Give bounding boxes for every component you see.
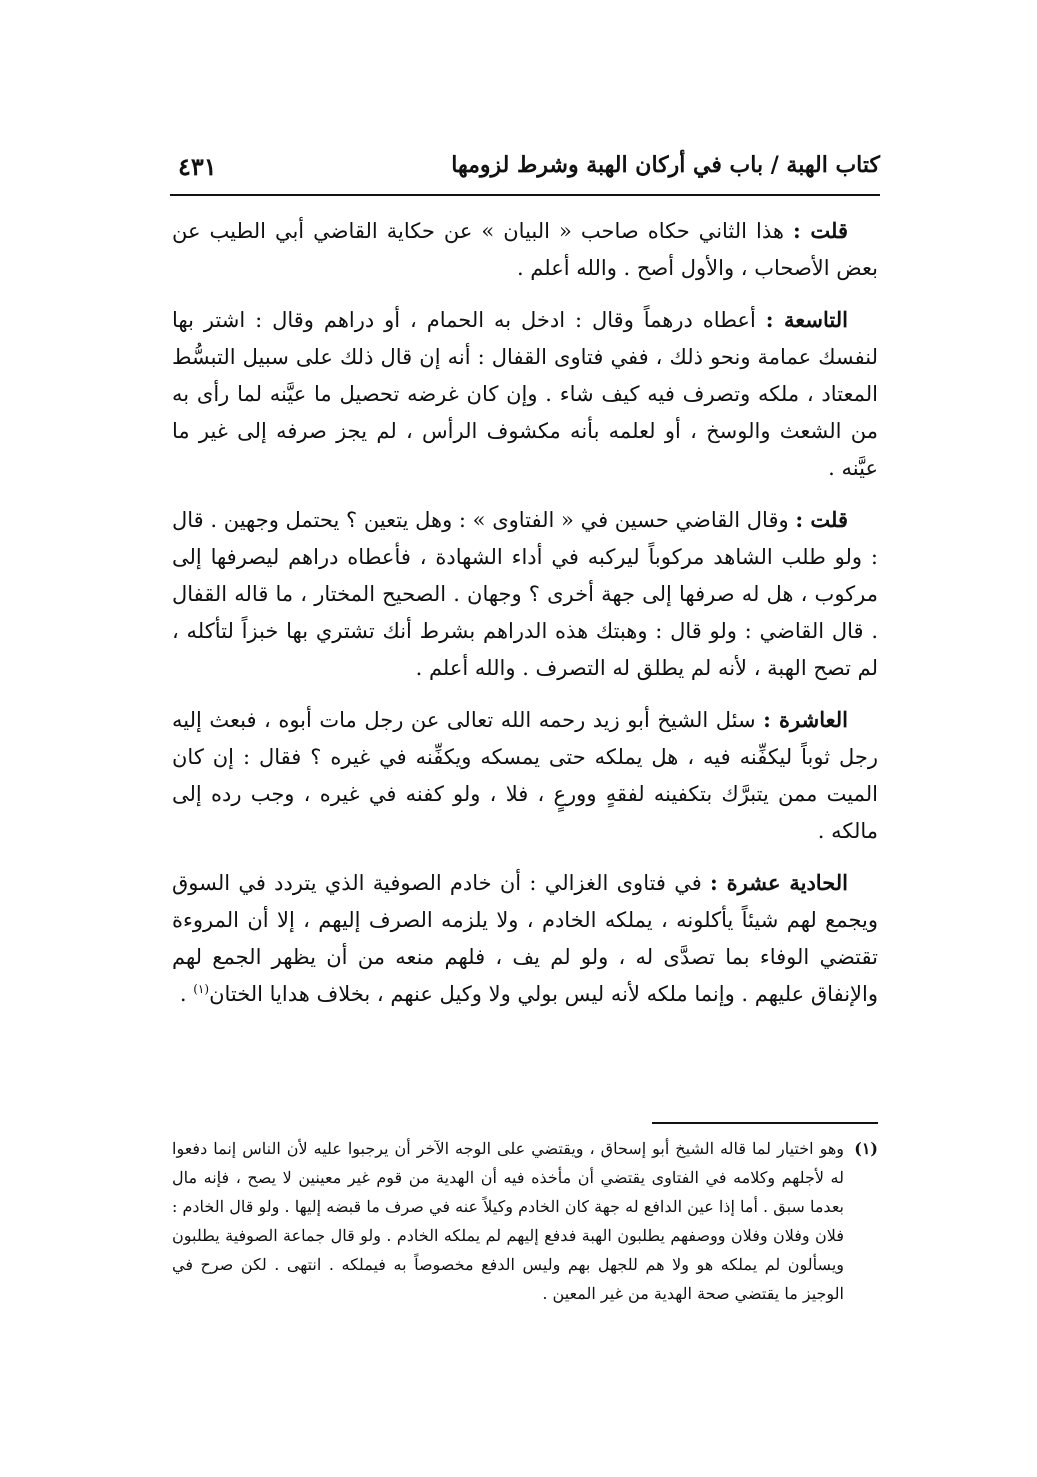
- paragraph: [172, 864, 878, 1013]
- paragraph-lead: قلت :: [795, 507, 848, 532]
- paragraph-tail: .: [179, 982, 194, 1006]
- footnote: [172, 1134, 878, 1308]
- page-number: ٤٣١: [178, 152, 217, 181]
- footnotes: [172, 1134, 878, 1308]
- paragraph: [172, 701, 878, 850]
- paragraph-lead: قلت :: [792, 218, 848, 243]
- paragraph-text: في فتاوى الغزالي : أن خادم الصوفية الذي يتردد في السوق ويجمع لهم شيئاً يأكلونه ، يملكه الخادم ، ولا يلزمه الصرف إليهم ، إلا أن المروءة تقتضي الوفاء بما تصدَّى له ، ولو لم يف ، فلهم منعه من أن يظهر الجمع لهم والإنفاق عليهم . وإنما ملكه لأنه ليس بولي ولا وكيل عنهم ، بخلاف هدايا الختان: [172, 871, 878, 1006]
- paragraph-lead: العاشرة :: [763, 707, 848, 732]
- chapter-title: كتاب الهبة / باب في أركان الهبة وشرط لزومها: [451, 152, 880, 178]
- header-divider: [170, 194, 880, 196]
- paragraph-lead: التاسعة :: [765, 307, 848, 332]
- paragraph-text: أعطاه درهماً وقال : ادخل به الحمام ، أو دراهم وقال : اشتر بها لنفسك عمامة ونحو ذلك ، ففي فتاوى القفال : أنه إن قال ذلك على سبيل التبسُّط المعتاد ، ملكه وتصرف فيه كيف شاء . وإن كان غرضه تحصيل ما عيَّنه لما رأى به من الشعث والوسخ ، أو لعلمه بأنه مكشوف الرأس ، لم يجز صرفه إلى غير ما عيَّنه .: [172, 308, 878, 480]
- footnote-text: وهو اختيار لما قاله الشيخ أبو إسحاق ، ويقتضي على الوجه الآخر أن يرجبوا عليه لأن الناس إنما دفعوا له لأجلهم وكلامه في الفتاوى يقتضي أن مأخذه فيه أن الهدية من قوم غير معينين لا يصح ، فإنه مال بعدما سبق . أما إذا عين الدافع له جهة كان الخادم وكيلاً عنه في صرف ما قبضه إليها . ولو قال الخادم : فلان وفلان وفلان ووصفهم يطلبون الهبة فدفع إليهم لم يملكه الخادم . ولو قال جماعة الصوفية يطلبون ويسألون لم يملكه هو ولا هم للجهل بهم وليس الدفع مخصوصاً به فيملكه . انتهى . لكن صرح في الوجيز ما يقتضي صحة الهدية من غير المعين .: [172, 1139, 845, 1303]
- paragraph: [172, 212, 878, 287]
- footnote-mark: (١): [854, 1139, 878, 1158]
- footnote-reference[interactable]: (١): [193, 982, 210, 996]
- running-header: [170, 142, 880, 192]
- paragraph-text: هذا الثاني حكاه صاحب « البيان » عن حكاية القاضي أبي الطيب عن بعض الأصحاب ، والأول أصح . والله أعلم .: [172, 219, 878, 280]
- paragraph-text: وقال القاضي حسين في « الفتاوى » : وهل يتعين ؟ يحتمل وجهين . قال : ولو طلب الشاهد مركوباً ليركبه في أداء الشهادة ، فأعطاه دراهم ليصرفها إلى مركوب ، هل له صرفها إلى جهة أخرى ؟ وجهان . الصحيح المختار ، ما قاله القفال . قال القاضي : ولو قال : وهبتك هذه الدراهم بشرط أنك تشتري بها خبزاً لتأكله ، لم تصح الهبة ، لأنه لم يطلق له التصرف . والله أعلم .: [172, 508, 878, 680]
- paragraph-lead: الحادية عشرة :: [710, 870, 848, 895]
- footnote-divider: [652, 1122, 878, 1124]
- paragraph: [172, 501, 878, 687]
- paragraph: [172, 301, 878, 487]
- paragraph-text: سئل الشيخ أبو زيد رحمه الله تعالى عن رجل مات أبوه ، فبعث إليه رجل ثوباً ليكفِّنه فيه ، هل يملكه حتى يمسكه ويكفِّنه في غيره ؟ فقال : إن كان الميت ممن يتبرَّك بتكفينه لفقهٍ وورعٍ ، فلا ، ولو كفنه في غيره ، وجب رده إلى مالكه .: [172, 708, 878, 843]
- main-text: [172, 212, 878, 1027]
